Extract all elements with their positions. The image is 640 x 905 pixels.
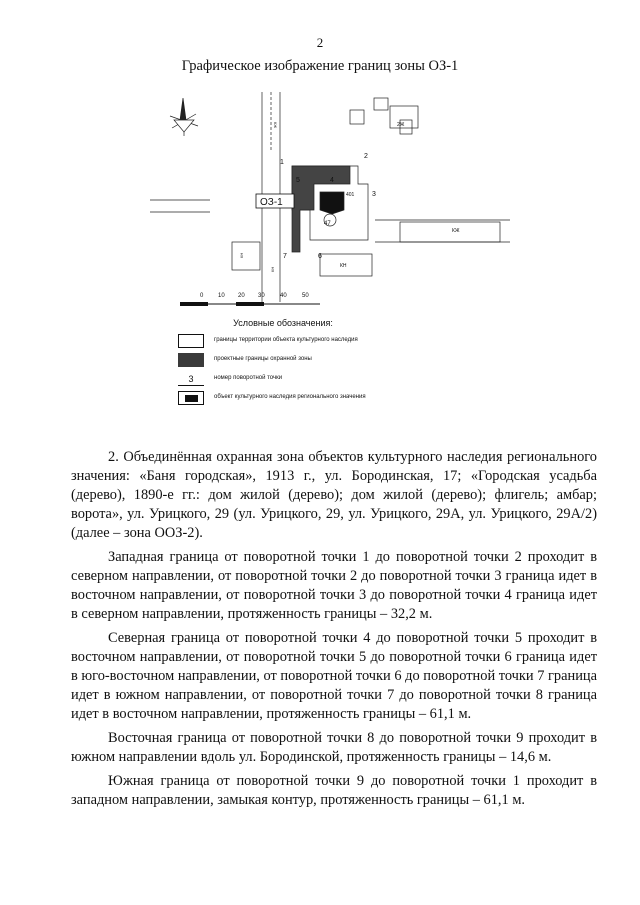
svg-text:50: 50 <box>302 293 309 299</box>
legend-heading: Условные обозначения: <box>233 318 333 328</box>
paragraph: Восточная граница от поворотной точки 8 до поворотной точки 9 проходит в южном направлении вдоль ул. Бородинской, протяженность границы – 14,6 м. <box>71 730 597 765</box>
svg-text:40: 40 <box>280 293 287 299</box>
paragraph: Южная граница от поворотной точки 9 до поворотной точки 1 проходит в западном направлении, замыкая контур, протяженность границы – 61,1 м. <box>71 773 597 808</box>
map-point-label: 6 <box>318 253 322 260</box>
heritage-boundary-swatch <box>178 334 204 348</box>
map-point-label: 7 <box>283 253 287 260</box>
svg-text:КН: КН <box>239 252 244 258</box>
svg-text:2Ж: 2Ж <box>397 122 405 128</box>
svg-text:КН: КН <box>270 266 275 272</box>
svg-text:20: 20 <box>238 293 245 299</box>
legend-item: 3 номер поворотной точки <box>178 372 478 388</box>
scale-bar <box>180 293 320 306</box>
legend-item: объект культурного наследия регионального значения <box>178 391 478 407</box>
legend-item: проектные границы охранной зоны <box>178 353 478 369</box>
map-building-number: 47 <box>324 221 331 227</box>
svg-text:10: 10 <box>218 293 225 299</box>
svg-text:КЖ: КЖ <box>273 122 278 129</box>
heritage-object-swatch <box>178 391 204 405</box>
map-point-label: 3 <box>372 191 376 198</box>
paragraph: Западная граница от поворотной точки 1 до поворотной точки 2 проходит в северном направлении, от поворотной точки 2 до поворотной точки 3 граница идет в восточном направлении, от поворотной точки 3 до поворотной точки 4 граница идет в северном направлении, протяженность границы – 32,2 м. <box>71 549 597 622</box>
turning-point-symbol: 3 <box>178 372 204 386</box>
map-point-label: 1 <box>280 159 284 166</box>
page-title: Графическое изображение границ зоны ОЗ-1 <box>181 58 459 74</box>
map-building-small: 401 <box>346 192 355 198</box>
svg-text:КЖ: КЖ <box>452 228 460 234</box>
svg-text:КН: КН <box>340 263 347 269</box>
svg-text:30: 30 <box>258 293 265 299</box>
paragraph: 2. Объединённая охранная зона объектов культурного наследия регионального значения: «Баня городская», 1913 г., ул. Бородинская, 17; «Городская усадьба (дерево), 1890-е гг.: дом жилой (дерево); дом жилой (дерево); флигель; амбар; ворота», ул. Урицкого, 29 (ул. Урицкого, 29, ул. Урицкого, 29А, ул. Урицкого, 29А/2) (далее – зона ООЗ-2). <box>71 449 597 541</box>
svg-text:0: 0 <box>200 293 204 299</box>
north-arrow-icon <box>170 98 198 136</box>
paragraph: Северная граница от поворотной точки 4 до поворотной точки 5 проходит в восточном направлении, от поворотной точки 5 до поворотной точки 6 граница идет в юго-восточном направлении, от поворотной точки 6 до поворотной точки 7 граница идет в южном направлении, от поворотной точки 7 до поворотной точки 8 граница идет в восточном направлении, протяженность границы – 61,1 м. <box>71 630 597 722</box>
legend-item: границы территории объекта культурного наследия <box>178 334 478 350</box>
map-point-label: 4 <box>330 177 334 184</box>
map-point-label: 5 <box>296 177 300 184</box>
map-legend <box>178 318 478 400</box>
page-number: 2 <box>316 35 324 50</box>
map-point-label: 2 <box>364 153 368 160</box>
body-text <box>71 448 597 815</box>
zone-label: ОЗ-1 <box>260 197 283 208</box>
protection-zone-swatch <box>178 353 204 367</box>
zone-map <box>150 92 510 314</box>
